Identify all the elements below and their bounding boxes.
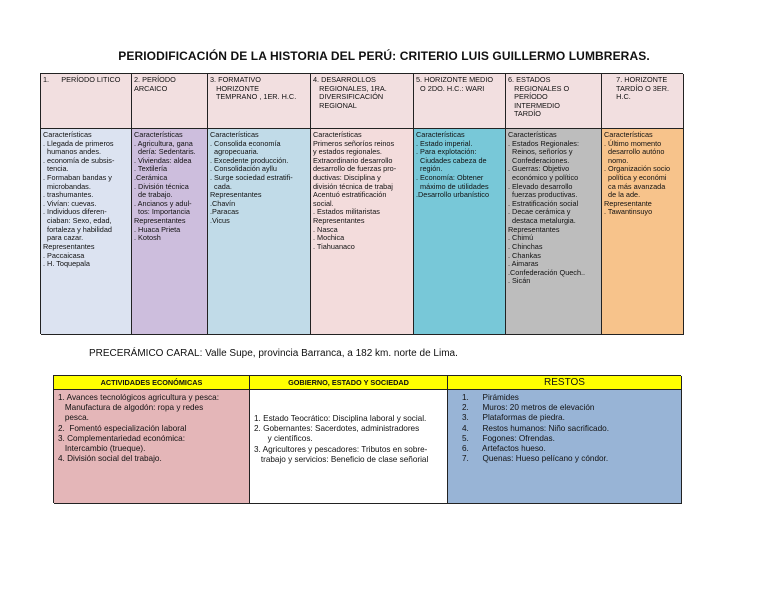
cell-line: cada.: [210, 181, 232, 191]
cell-line: . Individuos diferen-: [43, 207, 107, 217]
cell-line: . Estados Regionales:: [508, 138, 579, 148]
cell-line: Características: [210, 130, 259, 139]
cell-line: . Textilería: [134, 164, 168, 174]
page-title: PERIODIFICACIÓN DE LA HISTORIA DEL PERÚ: CRITERIO LUIS GUILLERMO LUMBRERAS.: [118, 49, 650, 63]
cell-line: Acentuó estratificación: [313, 190, 387, 200]
cell-line: . Economía: Obtener: [416, 173, 484, 183]
cell-line: Manufactura de algodón: ropa y redes: [58, 403, 204, 413]
cell-line: .Confederación Quech..: [508, 267, 586, 277]
cell-line: desarrollo autóno: [604, 147, 665, 157]
cell-line: Extraordinario desarrollo: [313, 155, 393, 165]
cell-line: . Agricultura, gana: [134, 138, 193, 148]
cell-line: 4. Restos humanos: Niño sacrificado.: [462, 423, 609, 433]
cell-line: . Estratificación social: [508, 198, 579, 208]
period-header-4: [311, 74, 414, 129]
cell-line: 5. Fogones: Ofrendas.: [462, 433, 555, 443]
cell-line: 3. Agricultores y pescadores: Tributos en sobre-: [254, 444, 428, 454]
cell-line: TARDÍO O 3ER.: [604, 83, 670, 93]
cell-line: Representantes: [134, 216, 186, 226]
cell-line: PERÍODO: [508, 92, 548, 102]
gobierno-cell: [250, 390, 448, 504]
cell-line: .Paracas: [210, 207, 239, 217]
cell-line: TEMPRANO , 1ER. H.C.: [210, 92, 297, 102]
cell-line: DIVERSIFICACIÓN: [313, 92, 384, 102]
cell-line: 2. Muros: 20 metros de elevación: [462, 403, 595, 413]
cell-line: pesca.: [58, 413, 89, 423]
cell-line: . Tiahuanaco: [313, 241, 355, 251]
cell-line: TARDÍO: [508, 109, 541, 119]
cell-line: región.: [416, 164, 443, 174]
cell-line: 2. Fomentó especialización laboral: [58, 423, 187, 433]
period-header-7: [602, 74, 684, 129]
cell-line: . Último momento: [604, 138, 662, 148]
cell-line: trabajo y servicios: Beneficio de clase señorial: [254, 454, 429, 464]
cell-line: 3. FORMATIVO: [210, 75, 261, 84]
cell-line: ductivas: Disciplina y: [313, 173, 381, 183]
cell-line: 3. Complementariedad económica:: [58, 433, 185, 443]
cell-line: .Chavín: [210, 198, 236, 208]
cell-line: fortaleza y habilidad: [43, 224, 112, 234]
cell-line: ciaban: Sexo, edad,: [43, 216, 112, 226]
cell-line: . Kotosh: [134, 233, 161, 243]
cell-line: ARCAICO: [134, 83, 168, 93]
cell-line: . economía de subsis-: [43, 155, 115, 165]
cell-line: tencia.: [43, 164, 69, 174]
cell-line: humanos andes.: [43, 147, 102, 157]
cell-line: 7. Quenas: Hueso pelícano y cóndor.: [462, 454, 609, 464]
cell-line: . Aimaras: [508, 259, 539, 269]
cell-line: . Viviendas: aldea: [134, 155, 192, 165]
cell-line: social.: [313, 198, 334, 208]
cell-line: Representantes: [210, 190, 262, 200]
cell-line: 7. HORIZONTE: [604, 75, 668, 84]
cell-line: ca más avanzada: [604, 181, 666, 191]
cell-line: . H. Toquepala: [43, 259, 90, 269]
cell-line: Confederaciones.: [508, 155, 570, 165]
cell-line: REGIONALES, 1RA.: [313, 83, 387, 93]
cell-line: . Tawantinsuyo: [604, 207, 653, 217]
cell-line: Representante: [604, 198, 652, 208]
period-body-3: [208, 129, 311, 335]
cell-line: tos: Importancia: [134, 207, 190, 217]
period-header-1: [41, 74, 132, 129]
period-body-5: [414, 129, 506, 335]
cell-line: INTERMEDIO: [508, 100, 560, 110]
cell-line: 1. PERÍODO LITICO: [43, 75, 121, 84]
period-header-6: [506, 74, 602, 129]
cell-line: microbandas.: [43, 181, 91, 191]
cell-line: división técnica de trabaj: [313, 181, 393, 191]
cell-line: agropecuaria.: [210, 147, 259, 157]
cell-line: económico y político: [508, 173, 579, 183]
cell-line: y estados regionales.: [313, 147, 382, 157]
cell-line: . Estado imperial.: [416, 138, 473, 148]
cell-line: nomo.: [604, 155, 629, 165]
cell-line: . Chimú: [508, 233, 534, 243]
cell-line: de la ade.: [604, 190, 641, 200]
cell-line: REGIONALES O: [508, 83, 570, 93]
cell-line: 6. ESTADOS: [508, 75, 551, 84]
cell-line: . Chinchas: [508, 241, 543, 251]
cell-line: 4. DESARROLLOS: [313, 75, 376, 84]
cell-line: HORIZONTE: [210, 83, 260, 93]
cell-line: 1. Avances tecnológicos agricultura y pesca:: [58, 393, 219, 402]
cell-line: 1. Estado Teocrático: Disciplina laboral y social.: [254, 414, 427, 423]
cell-line: Características: [508, 130, 557, 139]
cell-line: Características: [43, 130, 92, 139]
caral-table: [53, 375, 681, 503]
cell-line: 4. División social del trabajo.: [58, 454, 162, 464]
cell-line: fuerzas productivas.: [508, 190, 578, 200]
cell-line: . Consolidación ayllu: [210, 164, 277, 174]
cell-line: . Surge sociedad estratifi-: [210, 173, 293, 183]
cell-line: 6. Artefactos hueso.: [462, 443, 546, 453]
cell-line: Primeros señoríos reinos: [313, 138, 395, 148]
cell-line: .Desarrollo urbanístico: [416, 190, 490, 200]
cell-line: Representantes: [313, 216, 365, 226]
actividades-cell: [54, 390, 250, 504]
restos-cell: [448, 390, 682, 504]
cell-line: . Excedente producción.: [210, 155, 289, 165]
cell-line: máximo de utilidades: [416, 181, 489, 191]
cell-line: . Elevado desarrollo: [508, 181, 573, 191]
cell-line: . Chankas: [508, 250, 541, 260]
cell-line: . Guerras: Objetivo: [508, 164, 570, 174]
header-restos: RESTOS: [448, 376, 682, 390]
cell-line: 2. PERÍODO: [134, 75, 176, 84]
cell-line: . Formaban bandas y: [43, 173, 112, 183]
period-header-3: [208, 74, 311, 129]
cell-line: Características: [134, 130, 183, 139]
cell-line: dería: Sedentaris.: [134, 147, 196, 157]
period-body-1: [41, 129, 132, 335]
cell-line: Representantes: [43, 241, 95, 251]
cell-line: 2. Gobernantes: Sacerdotes, administradores: [254, 424, 420, 434]
cell-line: . Organización socio: [604, 164, 671, 174]
cell-line: y científicos.: [254, 434, 313, 444]
cell-line: 5. HORIZONTE MEDIO: [416, 75, 494, 84]
cell-line: .Vicus: [210, 216, 230, 226]
period-header-5: [414, 74, 506, 129]
cell-line: Características: [604, 130, 653, 139]
cell-line: Reinos, señoríos y: [508, 147, 573, 157]
cell-line: . Estados militaristas: [313, 207, 380, 217]
cell-line: 1. Pirámides: [462, 393, 519, 402]
period-body-4: [311, 129, 414, 335]
header-gobierno: GOBIERNO, ESTADO Y SOCIEDAD: [250, 376, 448, 390]
cell-line: . División técnica: [134, 181, 189, 191]
cell-line: . Huaca Prieta: [134, 224, 181, 234]
header-actividades: ACTIVIDADES ECONÓMICAS: [54, 376, 250, 390]
cell-line: Características: [313, 130, 362, 139]
cell-line: Características: [416, 130, 465, 139]
periods-table: [40, 73, 683, 334]
caral-subtitle: PRECERÁMICO CARAL: Valle Supe, provincia Barranca, a 182 km. norte de Lima.: [89, 348, 458, 359]
cell-line: . Llegada de primeros: [43, 138, 114, 148]
cell-line: destaca metalurgia.: [508, 216, 576, 226]
period-body-6: [506, 129, 602, 335]
period-header-2: [132, 74, 208, 129]
cell-line: Ciudades cabeza de: [416, 155, 487, 165]
cell-line: desarrollo de fuerzas pro-: [313, 164, 397, 174]
cell-line: . Mochica: [313, 233, 345, 243]
cell-line: Intercambio (trueque).: [58, 443, 146, 453]
period-body-7: [602, 129, 684, 335]
cell-line: H.C.: [604, 92, 631, 102]
cell-line: . Paccaicasa: [43, 250, 85, 260]
cell-line: .Cerámica: [134, 173, 168, 183]
cell-line: . Ancianos y adul-: [134, 198, 192, 208]
cell-line: . Nasca: [313, 224, 338, 234]
cell-line: de trabajo.: [134, 190, 173, 200]
period-body-2: [132, 129, 208, 335]
cell-line: . Para explotación:: [416, 147, 477, 157]
cell-line: . trashumantes.: [43, 190, 94, 200]
cell-line: . Sicán: [508, 276, 531, 286]
cell-line: 3. Plataformas de piedra.: [462, 413, 565, 423]
cell-line: Representantes: [508, 224, 560, 234]
cell-line: O 2DO. H.C.: WARI: [416, 83, 485, 93]
cell-line: política y económi: [604, 173, 667, 183]
cell-line: para cazar.: [43, 233, 84, 243]
cell-line: REGIONAL: [313, 100, 357, 110]
cell-line: . Decae cerámica y: [508, 207, 571, 217]
cell-line: . Consolida economía: [210, 138, 281, 148]
cell-line: . Vivían: cuevas.: [43, 198, 97, 208]
